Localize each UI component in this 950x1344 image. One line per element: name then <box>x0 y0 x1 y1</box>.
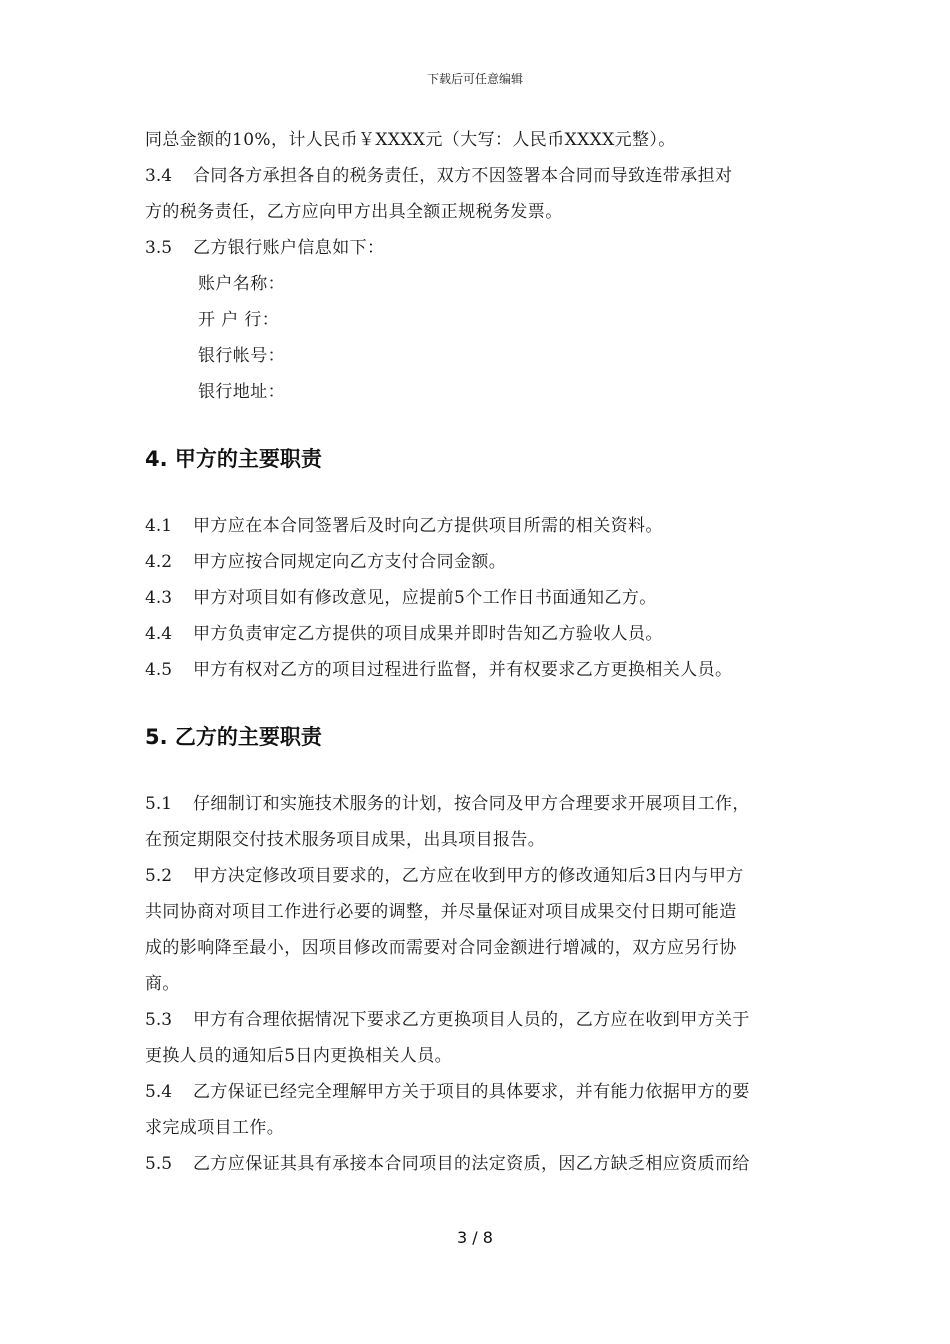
clause-3-4-line2: 方的税务责任，乙方应向甲方出具全额正规税务发票。 <box>145 202 563 222</box>
section-5-title: 5. 乙方的主要职责 <box>145 725 322 749</box>
clause-3-5 <box>145 230 815 266</box>
clause-text: 乙方银行账户信息如下： <box>193 238 385 258</box>
clause-text: 甲方对项目如有修改意见，应提前5个工作日书面通知乙方。 <box>193 588 657 608</box>
field-account-number: 银行帐号： <box>198 346 285 366</box>
clause-5-2-line2: 共同协商对项目工作进行必要的调整，并尽量保证对项目成果交付日期可能造 <box>145 902 737 922</box>
clause-number: 5.3 <box>145 1010 173 1030</box>
clause-5-5-line1 <box>145 1146 815 1182</box>
clause-4-5 <box>145 652 815 688</box>
field-bank: 开 户 行： <box>198 310 280 330</box>
clause-5-2-line1 <box>145 858 815 894</box>
clause-number: 5.2 <box>145 866 173 886</box>
clause-text: 甲方应在本合同签署后及时向乙方提供项目所需的相关资料。 <box>193 516 663 536</box>
clause-5-3-line2: 更换人员的通知后5日内更换相关人员。 <box>145 1046 453 1066</box>
clause-number: 5.1 <box>145 794 173 814</box>
clause-5-4-line2: 求完成项目工作。 <box>145 1118 285 1138</box>
clause-text: 甲方应按合同规定向乙方支付合同金额。 <box>193 552 507 572</box>
clause-5-4-line1 <box>145 1074 815 1110</box>
clause-text: 甲方决定修改项目要求的，乙方应在收到甲方的修改通知后3日内与甲方 <box>193 866 744 886</box>
clause-number: 5.5 <box>145 1154 173 1174</box>
clause-text: 仔细制订和实施技术服务的计划，按合同及甲方合理要求开展项目工作， <box>193 794 750 814</box>
continuation-text: 同总金额的10%，计人民币￥XXXX元（大写：人民币XXXX元整）。 <box>145 130 676 150</box>
field-bank-address: 银行地址： <box>198 382 285 402</box>
section-4-title: 4. 甲方的主要职责 <box>145 447 322 471</box>
clause-number: 4.4 <box>145 624 173 644</box>
clause-4-4 <box>145 616 815 652</box>
clause-number: 4.3 <box>145 588 173 608</box>
clause-text: 甲方有权对乙方的项目过程进行监督，并有权要求乙方更换相关人员。 <box>193 660 733 680</box>
clause-number: 3.4 <box>145 166 173 186</box>
clause-number: 5.4 <box>145 1082 173 1102</box>
clause-4-3 <box>145 580 815 616</box>
page-number: 3 / 8 <box>457 1228 493 1247</box>
clause-number: 4.1 <box>145 516 173 536</box>
clause-4-1 <box>145 508 815 544</box>
clause-text: 甲方负责审定乙方提供的项目成果并即时告知乙方验收人员。 <box>193 624 663 644</box>
clause-5-1-line1 <box>145 786 815 822</box>
clause-5-2-line4: 商。 <box>145 974 180 994</box>
clause-text: 乙方保证已经完全理解甲方关于项目的具体要求，并有能力依据甲方的要 <box>193 1082 750 1102</box>
clause-5-3-line1 <box>145 1002 815 1038</box>
clause-text: 合同各方承担各自的税务责任，双方不因签署本合同而导致连带承担对 <box>193 166 733 186</box>
header-note: 下载后可任意编辑 <box>426 72 523 86</box>
clause-4-2 <box>145 544 815 580</box>
clause-5-2-line3: 成的影响降至最小，因项目修改而需要对合同金额进行增减的，双方应另行协 <box>145 938 737 958</box>
clause-text: 甲方有合理依据情况下要求乙方更换项目人员的，乙方应在收到甲方关于 <box>193 1010 750 1030</box>
document-body <box>145 122 815 1182</box>
clause-5-1-line2: 在预定期限交付技术服务项目成果，出具项目报告。 <box>145 830 546 850</box>
clause-3-4-line1 <box>145 158 815 194</box>
field-account-name: 账户名称： <box>198 274 285 294</box>
clause-text: 乙方应保证其具有承接本合同项目的法定资质，因乙方缺乏相应资质而给 <box>193 1154 750 1174</box>
clause-number: 4.2 <box>145 552 173 572</box>
clause-number: 3.5 <box>145 238 173 258</box>
clause-number: 4.5 <box>145 660 173 680</box>
